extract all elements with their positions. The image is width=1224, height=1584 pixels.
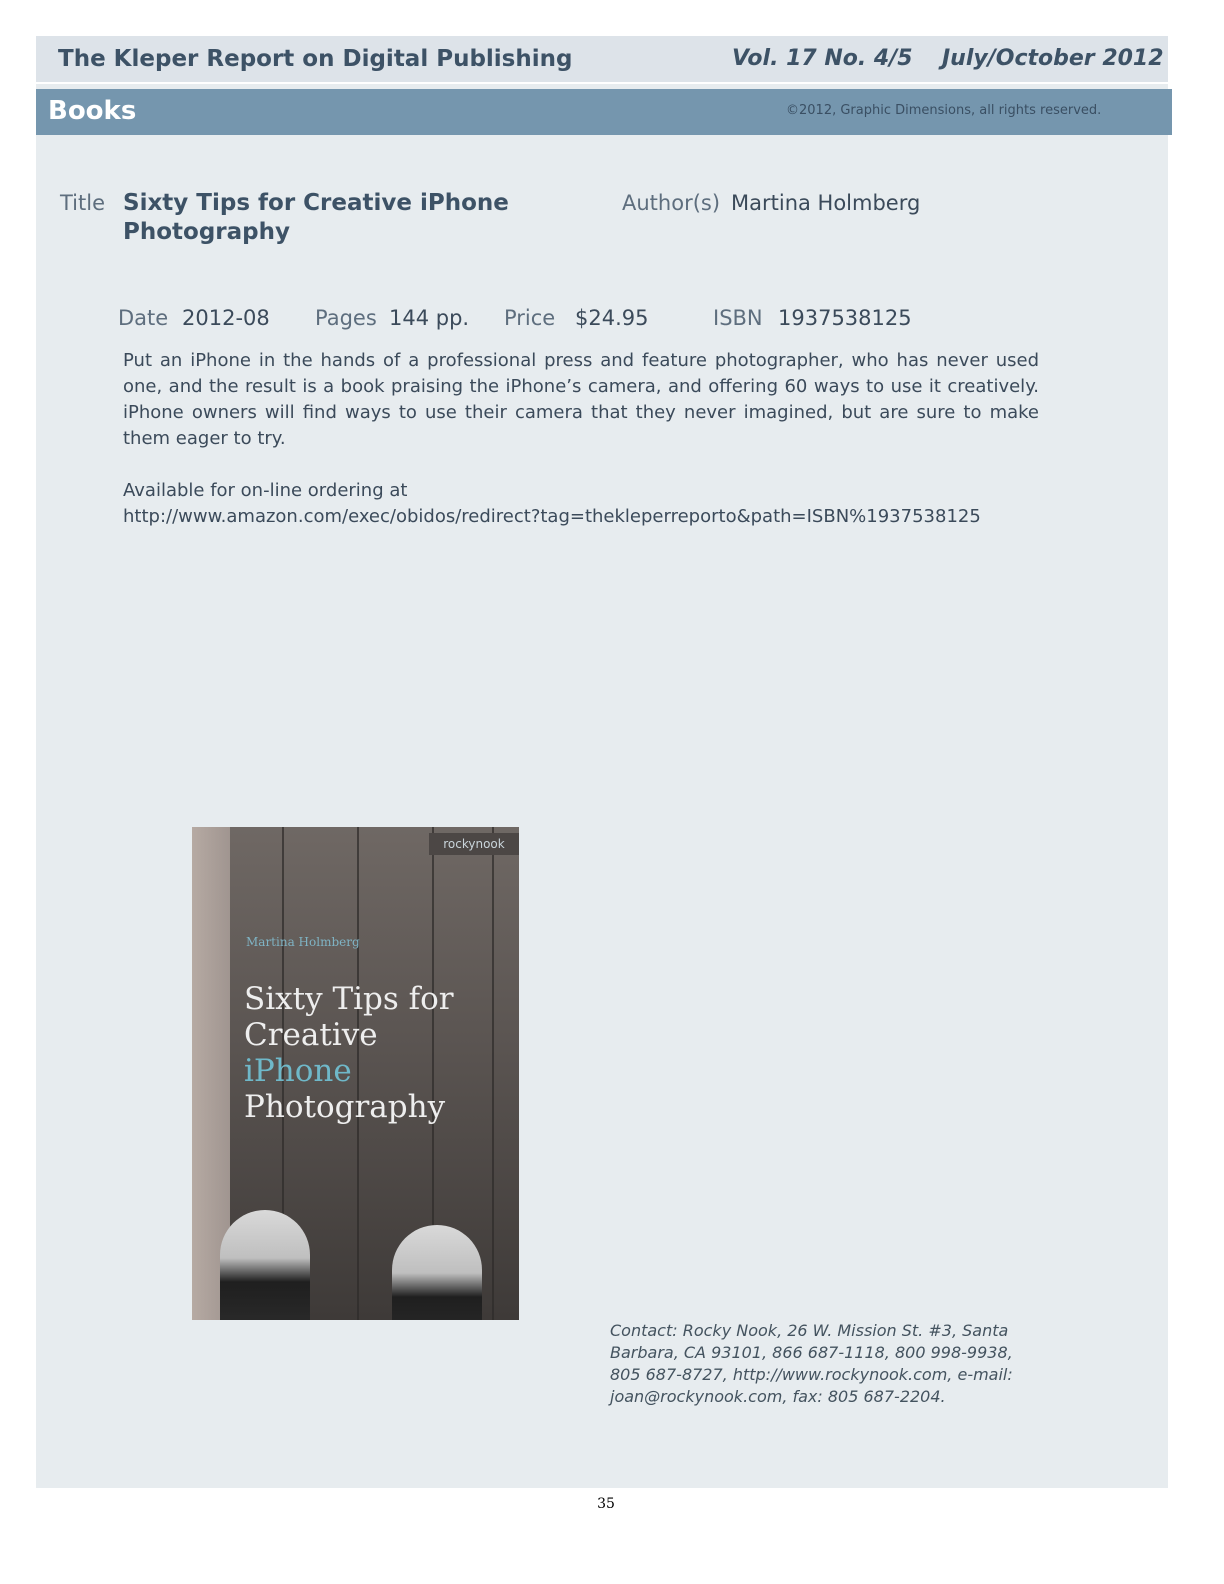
author-label: Author(s)	[622, 191, 721, 215]
page-number: 35	[597, 1496, 615, 1512]
copyright-notice: ©2012, Graphic Dimensions, all rights reserved.	[786, 103, 1102, 118]
cover-title-line: Creative	[244, 1017, 378, 1053]
cover-author: Martina Holmberg	[246, 935, 360, 949]
ordering-link[interactable]: http://www.amazon.com/exec/obidos/redirect?tag=thekleperreporto&path=ISBN%1937538125	[123, 506, 981, 527]
book-isbn: 1937538125	[778, 306, 912, 330]
title-label: Title	[60, 191, 106, 215]
ordering-text: Available for on-line ordering at	[123, 480, 408, 501]
masthead	[36, 36, 1168, 84]
cover-title	[244, 981, 514, 1125]
cover-publisher-logo: rockynook	[429, 833, 519, 855]
cover-title-line: iPhone	[244, 1053, 352, 1089]
ordering-info	[123, 478, 1083, 530]
volume-number: Vol. 17 No. 4/5	[732, 46, 913, 71]
cover-title-line: Photography	[244, 1089, 446, 1125]
contact-info: Contact: Rocky Nook, 26 W. Mission St. #3, Santa Barbara, CA 93101, 866 687-1118, 800 998-9938, 805 687-8727, http://www.rockynook.com, e-mail: joan@rockynook.com, fax: 805 687-2204.	[610, 1321, 1013, 1406]
isbn-label: ISBN	[713, 306, 763, 330]
book-date: 2012-08	[182, 306, 270, 330]
section-title: Books	[48, 96, 137, 126]
book-description: Put an iPhone in the hands of a professional press and feature photographer, who has never used one, and the result is a book praising the iPhone’s camera, and offering 60 ways to use it creatively. iPhone owners will find ways to use their camera that they never imagined, but are sure to make them eager to try.	[123, 350, 1039, 449]
issue-date: July/October 2012	[942, 46, 1164, 71]
section-bar	[36, 89, 1172, 135]
book-cover-image	[192, 827, 519, 1320]
book-author: Martina Holmberg	[731, 191, 921, 215]
date-label: Date	[118, 306, 169, 330]
book-price: $24.95	[575, 306, 649, 330]
book-title: Sixty Tips for Creative iPhone Photography	[123, 190, 509, 245]
report-title: The Kleper Report on Digital Publishing	[58, 46, 573, 72]
cover-title-line: Sixty Tips for	[244, 981, 454, 1017]
pages-label: Pages	[315, 306, 377, 330]
book-pages: 144 pp.	[389, 306, 470, 330]
shoe-illustration	[392, 1225, 482, 1320]
price-label: Price	[504, 306, 556, 330]
shoe-illustration	[220, 1210, 310, 1320]
